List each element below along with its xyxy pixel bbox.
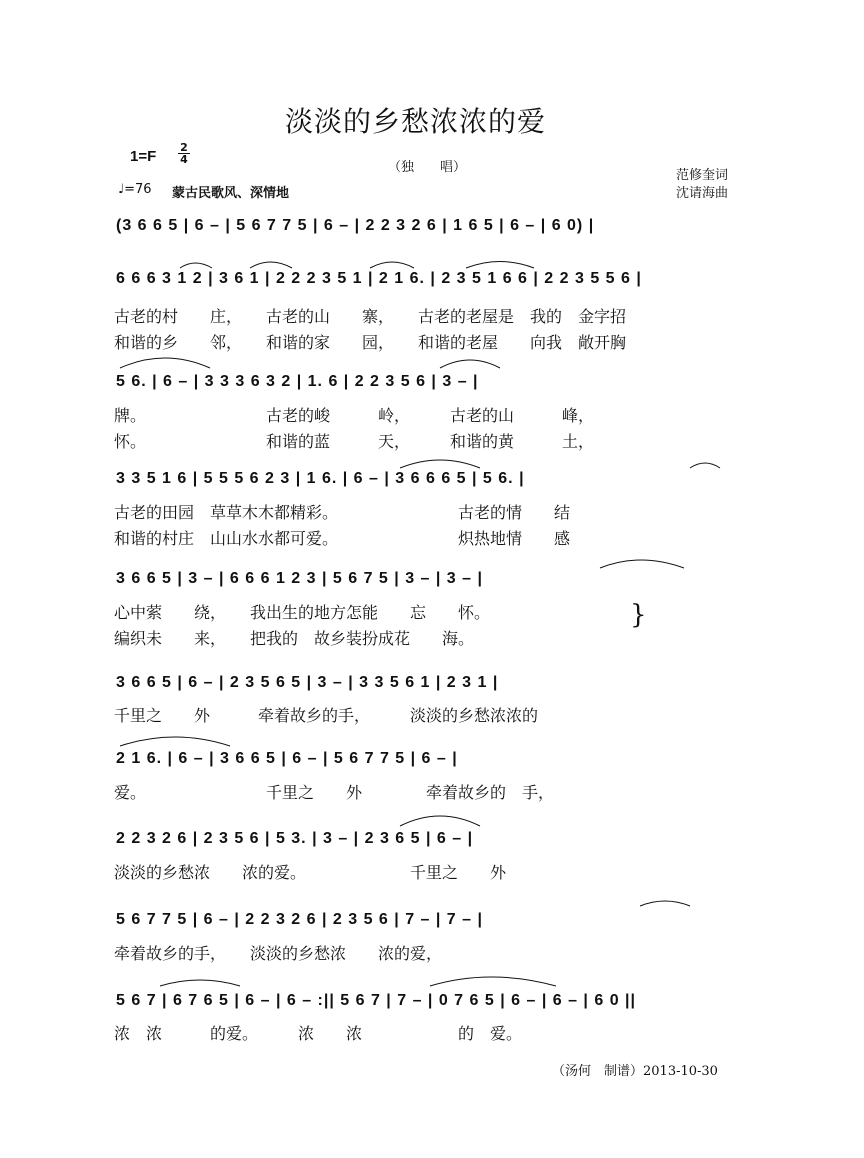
verse-brace: }: [630, 600, 647, 630]
tempo-mark: ♩=76: [118, 182, 152, 197]
lyric-line: 牵着故乡的手， 淡淡的乡愁浓 浓的爱，: [114, 944, 443, 963]
lyric-line: 怀。 和谐的蓝 天， 和谐的黄 土，: [114, 432, 595, 451]
lyric-line: 心中萦 绕， 我出生的地方怎能 忘 怀。: [114, 603, 491, 622]
notation-line: 2 1 6. | 6 – | 3 6 6 5 | 6 – | 5 6 7 7 5 | 6 – |: [116, 750, 458, 767]
composer-credit: 沈请海曲: [676, 186, 729, 201]
lyric-line: 古老的田园 草草木木都精彩。 古老的情 结: [114, 503, 571, 522]
style-mark: 蒙古民歌风、深情地: [172, 186, 290, 201]
performance-note: （独 唱）: [388, 160, 467, 175]
notation-line: 5 6 7 7 5 | 6 – | 2 2 3 2 6 | 2 3 5 6 | 7 – | 7 – |: [116, 911, 483, 928]
slur-arc: [640, 901, 690, 906]
lyric-line: 千里之 外 牵着故乡的手， 淡淡的乡愁浓浓的: [114, 706, 539, 725]
transcriber-footer: （汤何 制谱）2013-10-30: [552, 1064, 718, 1079]
time-signature-top: 2: [178, 142, 190, 154]
lyric-line: 牌。 古老的峻 岭， 古老的山 峰，: [114, 406, 595, 425]
notation-line: 3 3 5 1 6 | 5 5 5 6 2 3 | 1 6. | 6 – | 3 6 6 6 5 | 5 6. |: [116, 470, 525, 487]
slur-arc: [120, 358, 210, 368]
time-signature-bottom: 4: [180, 153, 188, 166]
notation-line: 5 6 7 | 6 7 6 5 | 6 – | 6 – :|| 5 6 7 | 7 – | 0 7 6 5 | 6 – | 6 – | 6 0 ||: [116, 992, 636, 1009]
lyric-line: 淡淡的乡愁浓 浓的爱。 千里之 外: [114, 863, 507, 882]
lyric-line: 编织未 来， 把我的 故乡装扮成花 海。: [114, 629, 475, 648]
notation-line: 3 6 6 5 | 3 – | 6 6 6 1 2 3 | 5 6 7 5 | 3 – | 3 – |: [116, 570, 483, 587]
slur-arc: [690, 463, 720, 468]
slur-arc: [440, 360, 500, 368]
slur-arc: [180, 263, 212, 268]
lyric-line: 和谐的村庄 山山水水都可爱。 炽热地情 感: [114, 529, 571, 548]
slur-arc: [600, 560, 684, 568]
lyric-line: 古老的村 庄， 古老的山 寨， 古老的老屋是 我的 金字招: [114, 307, 627, 326]
key-signature: 1=F: [130, 148, 157, 165]
notation-line: (3 6 6 5 | 6 – | 5 6 7 7 5 | 6 – | 2 2 3 2 6 | 1 6 5 | 6 – | 6 0) |: [116, 217, 595, 234]
slur-arc: [400, 460, 480, 468]
notation-line: 6 6 6 3 1 2 | 3 6 1 | 2 2 2 3 5 1 | 2 1 6. | 2 3 5 1 6 6 | 2 2 3 5 5 6 |: [116, 270, 642, 287]
lyric-line: 和谐的乡 邻， 和谐的家 园， 和谐的老屋 向我 敞开胸: [114, 333, 627, 352]
notation-line: 5 6. | 6 – | 3 3 3 6 3 2 | 1. 6 | 2 2 3 5 6 | 3 – |: [116, 373, 479, 390]
lyric-line: 浓 浓 的爱。 浓 浓 的 爱。: [114, 1024, 523, 1043]
song-title: 淡淡的乡愁浓浓的爱: [285, 105, 547, 138]
lyricist-credit: 范修奎词: [676, 168, 729, 183]
slur-arc: [466, 262, 534, 269]
notation-line: 2 2 3 2 6 | 2 3 5 6 | 5 3. | 3 – | 2 3 6 5 | 6 – |: [116, 830, 474, 847]
slur-arc: [120, 737, 230, 746]
slur-arc: [160, 980, 240, 986]
notation-line: 3 6 6 5 | 6 – | 2 3 5 6 5 | 3 – | 3 3 5 6 1 | 2 3 1 |: [116, 674, 499, 691]
slur-arc: [250, 262, 292, 268]
slur-arc: [370, 262, 414, 268]
lyric-line: 爱。 千里之 外 牵着故乡的 手，: [114, 783, 555, 802]
slur-arc: [430, 977, 556, 986]
slur-arc: [400, 816, 480, 826]
